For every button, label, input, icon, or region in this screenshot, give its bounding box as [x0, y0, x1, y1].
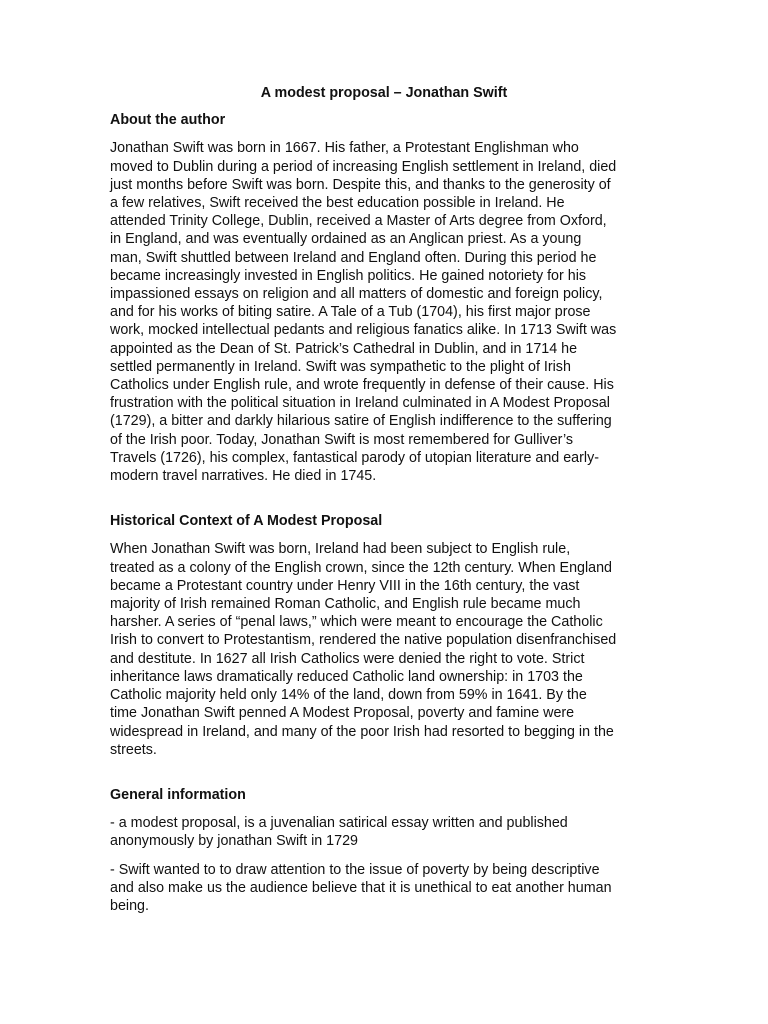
- section-paragraph: [110, 861, 658, 916]
- paragraph-line: Irish to convert to Protestantism, rendered the native population disenfranchised: [110, 632, 617, 649]
- paragraph-line: modern travel narratives. He died in 1745.: [110, 468, 377, 485]
- paragraph-line: treated as a colony of the English crown, since the 12th century. When England: [110, 559, 613, 576]
- paragraph-line: and for his works of biting satire. A Tale of a Tub (1704), his first major prose: [110, 304, 591, 321]
- paragraph-line: in England, and was eventually ordained as an Anglican priest. As a young: [110, 231, 582, 248]
- section-heading: Historical Context of A Modest Proposal: [110, 513, 383, 530]
- paragraph-line: - Swift wanted to to draw attention to the issue of poverty by being descriptive: [110, 861, 600, 878]
- document-title: A modest proposal – Jonathan Swift: [260, 85, 508, 101]
- paragraph-line: widespread in Ireland, and many of the poor Irish had resorted to begging in the: [110, 723, 614, 740]
- section-heading: About the author: [110, 112, 226, 129]
- paragraph-line: streets.: [110, 741, 157, 758]
- paragraph-line: became increasingly invested in English politics. He gained notoriety for his: [110, 267, 587, 284]
- document-page: [110, 84, 658, 915]
- paragraph-line: and also make us the audience believe that it is unethical to eat another human: [110, 879, 612, 896]
- paragraph-line: Travels (1726), his complex, fantastical parody of utopian literature and early-: [110, 449, 599, 466]
- paragraph-line: a few relatives, Swift received the best education possible in Ireland. He: [110, 195, 565, 212]
- paragraph-line: majority of Irish remained Roman Catholic, and English rule became much: [110, 596, 581, 613]
- paragraph-line: (1729), a bitter and darkly hilarious satire of English indifference to the suffering: [110, 413, 612, 430]
- paragraph-line: work, mocked intellectual pedants and religious fanatics alike. In 1713 Swift was: [110, 322, 617, 339]
- section-paragraph: [110, 139, 658, 485]
- section-heading: General information: [110, 786, 246, 803]
- document-body: [110, 111, 658, 915]
- section-paragraph: [110, 814, 658, 850]
- paragraph-line: and destitute. In 1627 all Irish Catholics were denied the right to vote. Strict: [110, 650, 585, 667]
- paragraph-line: attended Trinity College, Dublin, received a Master of Arts degree from Oxford,: [110, 213, 607, 230]
- paragraph-line: frustration with the political situation in Ireland culminated in A Modest Proposal: [110, 395, 610, 412]
- paragraph-line: of the Irish poor. Today, Jonathan Swift is most remembered for Gulliver’s: [110, 431, 574, 448]
- paragraph-line: time Jonathan Swift penned A Modest Proposal, poverty and famine were: [110, 705, 575, 722]
- paragraph-line: just months before Swift was born. Despite this, and thanks to the generosity of: [110, 176, 611, 193]
- paragraph-line: inheritance laws dramatically reduced Catholic land ownership: in 1703 the: [110, 668, 583, 685]
- paragraph-line: being.: [110, 897, 149, 914]
- paragraph-line: appointed as the Dean of St. Patrick’s Cathedral in Dublin, and in 1714 he: [110, 340, 578, 357]
- paragraph-line: - a modest proposal, is a juvenalian satirical essay written and published: [110, 815, 568, 832]
- paragraph-line: settled permanently in Ireland. Swift was sympathetic to the plight of Irish: [110, 358, 571, 375]
- paragraph-line: Catholics under English rule, and wrote frequently in defense of their cause. His: [110, 377, 614, 394]
- paragraph-line: anonymously by jonathan Swift in 1729: [110, 833, 358, 850]
- paragraph-line: man, Swift shuttled between Ireland and England often. During this period he: [110, 249, 597, 266]
- paragraph-line: Jonathan Swift was born in 1667. His father, a Protestant Englishman who: [110, 140, 579, 157]
- paragraph-line: became a Protestant country under Henry VIII in the 16th century, the vast: [110, 577, 580, 594]
- paragraph-line: moved to Dublin during a period of increasing English settlement in Ireland, died: [110, 158, 617, 175]
- paragraph-line: When Jonathan Swift was born, Ireland had been subject to English rule,: [110, 541, 571, 558]
- paragraph-line: Catholic majority held only 14% of the land, down from 59% in 1641. By the: [110, 687, 587, 704]
- paragraph-line: impassioned essays on religion and all matters of domestic and foreign policy,: [110, 286, 603, 303]
- paragraph-line: harsher. A series of “penal laws,” which were meant to encourage the Catholic: [110, 614, 603, 631]
- section-paragraph: [110, 540, 658, 758]
